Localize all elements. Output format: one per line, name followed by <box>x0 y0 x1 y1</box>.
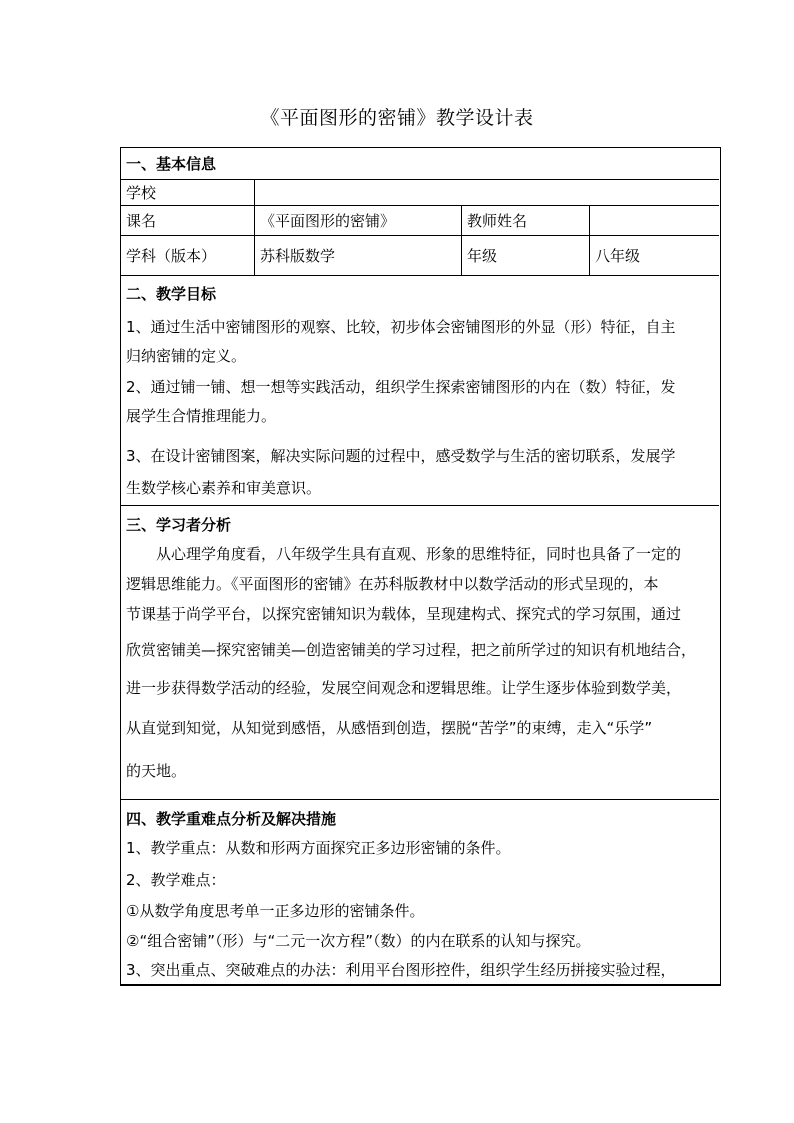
analysis-line: 进一步获得数学活动的经验，发展空间观念和逻辑思维。让学生逐步体验到数学美， <box>126 679 682 697</box>
section-learner-analysis <box>121 506 719 800</box>
goal-line: 生数学核心素养和审美意识。 <box>126 479 322 497</box>
section-heading: 二、教学目标 <box>126 285 217 303</box>
key-point-line: 1、教学重点：从数和形两方面探究正多边形密铺的条件。 <box>126 839 511 857</box>
goal-line: 1、通过生活中密铺图形的观察、比较，初步体会密铺图形的外显（形）特征，自主 <box>126 318 676 336</box>
analysis-line: 从心理学角度看，八年级学生具有直观、形象的思维特征，同时也具备了一定的 <box>126 545 682 563</box>
design-table <box>120 147 721 986</box>
goal-line: 2、通过铺一铺、想一想等实践活动，组织学生探索密铺图形的内在（数）特征，发 <box>126 378 676 396</box>
subject-value: 苏科版数学 <box>254 236 461 275</box>
analysis-line: 节课基于尚学平台，以探究密铺知识为载体，呈现建构式、探究式的学习氛围，通过 <box>126 605 682 623</box>
section-teaching-goals <box>121 276 719 506</box>
goal-line: 归纳密铺的定义。 <box>126 347 247 365</box>
section-heading: 四、教学重难点分析及解决措施 <box>126 810 337 828</box>
analysis-line: 的天地。 <box>126 762 187 780</box>
key-point-line: 3、突出重点、突破难点的办法：利用平台图形控件，组织学生经历拼接实验过程， <box>126 961 676 979</box>
section-basic-info-header <box>121 148 719 180</box>
section-heading: 三、学习者分析 <box>126 516 232 534</box>
teacher-label: 教师姓名 <box>461 206 589 235</box>
school-value <box>254 180 719 205</box>
school-label: 学校 <box>126 183 157 202</box>
page-title: 《平面图形的密铺》教学设计表 <box>260 107 534 129</box>
goal-line: 3、在设计密铺图案，解决实际问题的过程中，感受数学与生活的密切联系，发展学 <box>126 447 676 465</box>
section-heading: 一、基本信息 <box>126 154 217 173</box>
course-row <box>121 206 719 236</box>
subject-row <box>121 236 719 276</box>
key-point-line: ①从数学角度思考单一正多边形的密铺条件。 <box>126 902 425 920</box>
teacher-value <box>589 206 719 235</box>
course-label: 课名 <box>126 211 157 230</box>
key-point-line: 2、教学难点： <box>126 871 226 889</box>
course-value: 《平面图形的密铺》 <box>254 206 461 235</box>
subject-label: 学科（版本） <box>126 246 217 265</box>
analysis-line: 欣赏密铺美—探究密铺美—创造密铺美的学习过程，把之前所学过的知识有机地结合， <box>126 641 697 659</box>
key-point-line: ②“组合密铺”（形）与“二元一次方程”（数）的内在联系的认知与探究。 <box>126 932 591 950</box>
analysis-line: 逻辑思维能力。《平面图形的密铺》在苏科版教材中以数学活动的形式呈现的，本 <box>126 575 659 593</box>
analysis-line: 从直觉到知觉，从知觉到感悟，从感悟到创造，摆脱“苦学”的束缚，走入“乐学” <box>126 719 653 737</box>
goal-line: 展学生合情推理能力。 <box>126 407 277 425</box>
grade-value: 八年级 <box>589 236 719 275</box>
grade-label: 年级 <box>461 236 589 275</box>
school-row <box>121 180 719 206</box>
section-key-points <box>121 800 719 985</box>
